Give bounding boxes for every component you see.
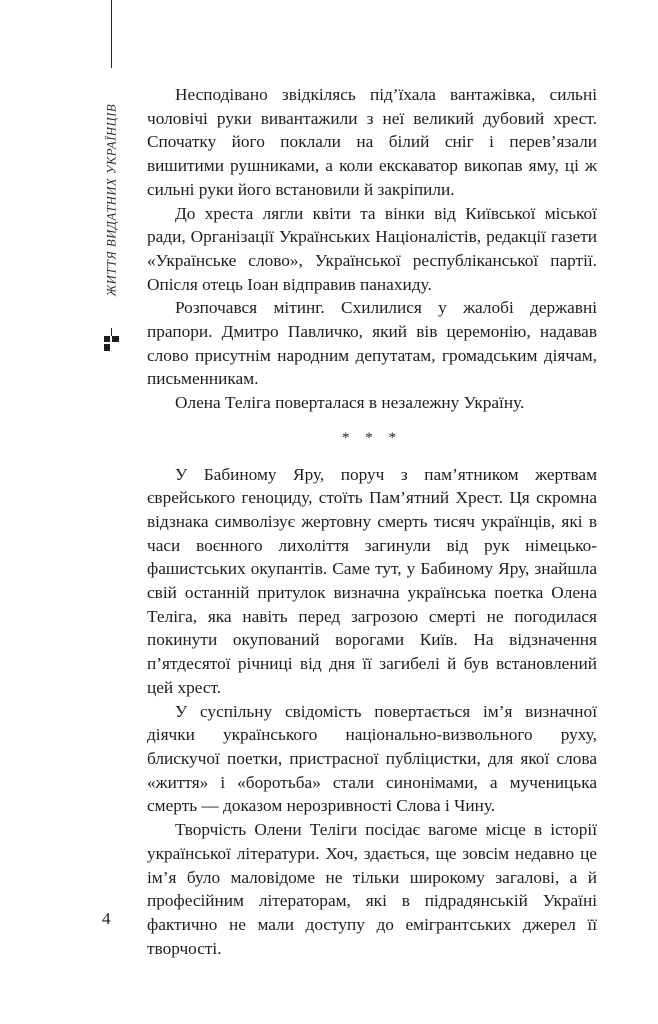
paragraph: До хреста лягли квіти та вінки від Київської міської ради, Організації Українських Націоналістів, редакції газети «Українське слово», Української республіканської партії. Опісля отець Іоан відправив панахиду.	[147, 203, 597, 294]
margin-rule-bottom	[111, 328, 112, 336]
paragraph: Розпочався мітинг. Схилилися у жалобі державні прапори. Дмитро Павличко, який вів церемонію, надавав слово присутнім народним депутатам, громадським діячам, письменникам.	[147, 298, 597, 389]
ornament-icon	[104, 336, 119, 351]
paragraph: У суспільну свідомість повертається ім’я визначної діячки українського національно-визвольного руху, блискучої поетки, пристрасної публіцистки, для якої слова «життя» і «боротьба» стали синонімами, а мученицька смерть — доказом нерозривності Слова і Чину.	[147, 701, 597, 816]
margin-rule-top	[111, 0, 112, 68]
body-text	[147, 83, 597, 960]
running-head: ЖИТТЯ ВИДАТНИХ УКРАЇНЦІВ	[104, 103, 119, 297]
paragraph: Олена Теліга поверталася в незалежну Україну.	[175, 393, 525, 413]
paragraph: У Бабиному Яру, поруч з пам’ятником жертвам єврейського геноциду, стоїть Пам’ятний Хрест. Ця скромна відзнака символізує жертовну смерть тисяч українців, які в часи воєнного лихоліття загинули від рук німецько-фашистських окупантів. Саме тут, у Бабиному Яру, знайшла свій останній притулок визначна українська поетка Олена Теліга, яка навіть перед загрозою смерті не погодилася покинути окупований ворогами Київ. На відзначення п’ятдесятої річниці від дня її загибелі й був встановлений цей хрест.	[147, 464, 597, 697]
page-number: 4	[102, 909, 111, 928]
paragraph: Несподівано звідкілясь під’їхала вантажівка, сильні чоловічі руки вивантажили з неї великий дубовий хрест. Спочатку його поклали на білий сніг і перев’язали вишитими рушниками, а коли екскаватор викопав яму, ці ж сильні руки його встановили й закріпили.	[147, 85, 597, 199]
section-separator: * * *	[342, 429, 402, 446]
paragraph: Творчість Олени Теліги посідає вагоме місце в історії української літератури. Хоч, здається, ще зовсім недавно це ім’я було маловідоме не тільки широкому загалові, а й професійним літераторам, які в підрадянській Україні фактично не мали доступу до емігрантських джерел її творчості.	[147, 820, 597, 958]
